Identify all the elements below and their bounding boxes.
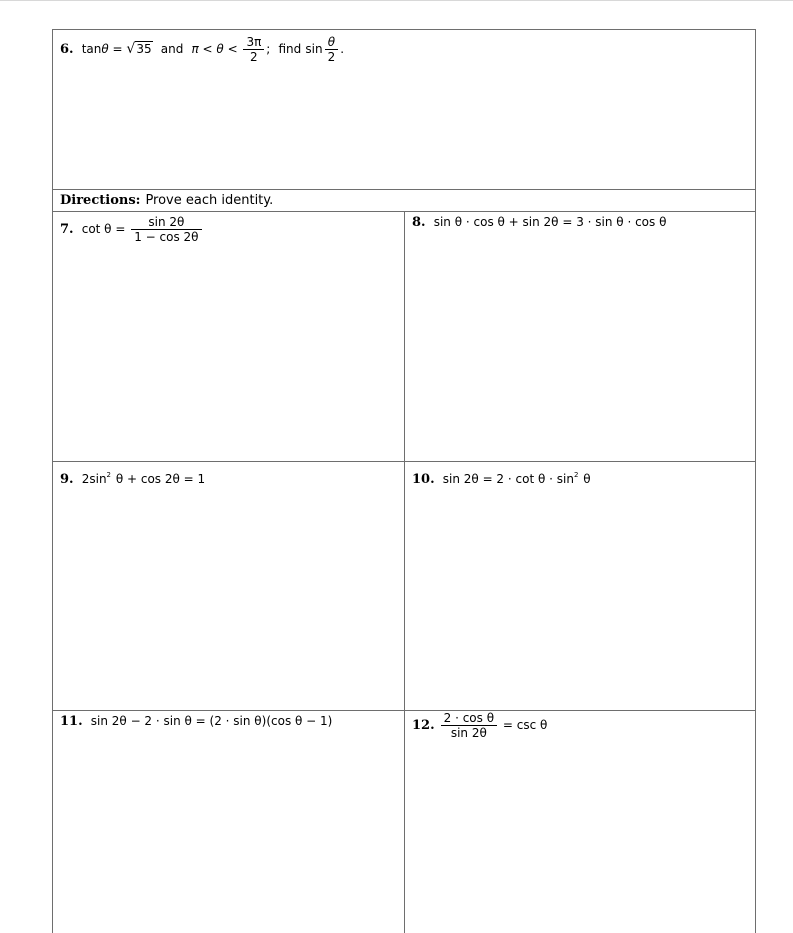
exponent: 2 — [106, 471, 112, 479]
fraction: $\frac{\sin 2\theta}{1 - \cos 2\theta}$ — [131, 215, 201, 244]
problem-number: 11. — [60, 714, 83, 729]
top-rule — [0, 0, 793, 1]
directions — [60, 192, 273, 210]
problem-9: 9. $2\sin^2$ θ + cos 2θ = 1 — [60, 471, 206, 487]
problem-11 — [60, 712, 332, 731]
identity-expression: sin 2θ − 2 · sin θ = (2 · sin θ)(cos θ − 1) — [90, 714, 333, 728]
problem-6: 6. tanθ = √35 and π < θ < $\frac{3\pi}{2}$ ; find sin $\frac{\theta}{2}$ . — [60, 35, 345, 64]
problem-number: 12. — [412, 718, 435, 733]
grid-top-border — [52, 29, 756, 30]
grid-rule-directions-top — [52, 189, 756, 190]
fraction-theta-over-two: $\frac{\theta}{2}$ — [325, 35, 339, 64]
problem-number: 7. — [60, 222, 74, 237]
problem-12: 12. $\frac{\text{2 · cos θ}}{\sin 2\theta}$ = csc θ — [412, 711, 548, 740]
identity-expression: sin θ · cos θ + sin 2θ = 3 · sin θ · cos θ — [433, 215, 667, 229]
radical-sign: √ — [126, 41, 136, 57]
grid-left-border — [52, 29, 53, 933]
grid-center-divider — [404, 211, 405, 933]
directions-label: Directions: — [60, 193, 141, 208]
problem-7: 7. cot θ = $\frac{\sin 2\theta}{1 - \cos 2\theta}$ — [60, 215, 204, 244]
problem-number: 6. — [60, 42, 74, 57]
exponent: 2 — [573, 471, 579, 479]
grid-right-border — [755, 29, 756, 933]
problem-10: 10. $\sin 2\theta = 2 \cdot \cot \theta \cdot \sin^2 \theta$ — [412, 471, 591, 487]
radicand: 35 — [136, 42, 152, 56]
problem-number: 8. — [412, 215, 426, 230]
problem-number: 9. — [60, 472, 74, 487]
fraction-three-pi-over-two: $\frac{3\pi}{2}$ — [243, 35, 264, 64]
problem-8 — [412, 213, 666, 232]
fraction: $\frac{\text{2 · cos θ}}{\sin 2\theta}$ — [441, 711, 497, 740]
directions-text: Prove each identity. — [145, 193, 274, 208]
problem-number: 10. — [412, 472, 435, 487]
